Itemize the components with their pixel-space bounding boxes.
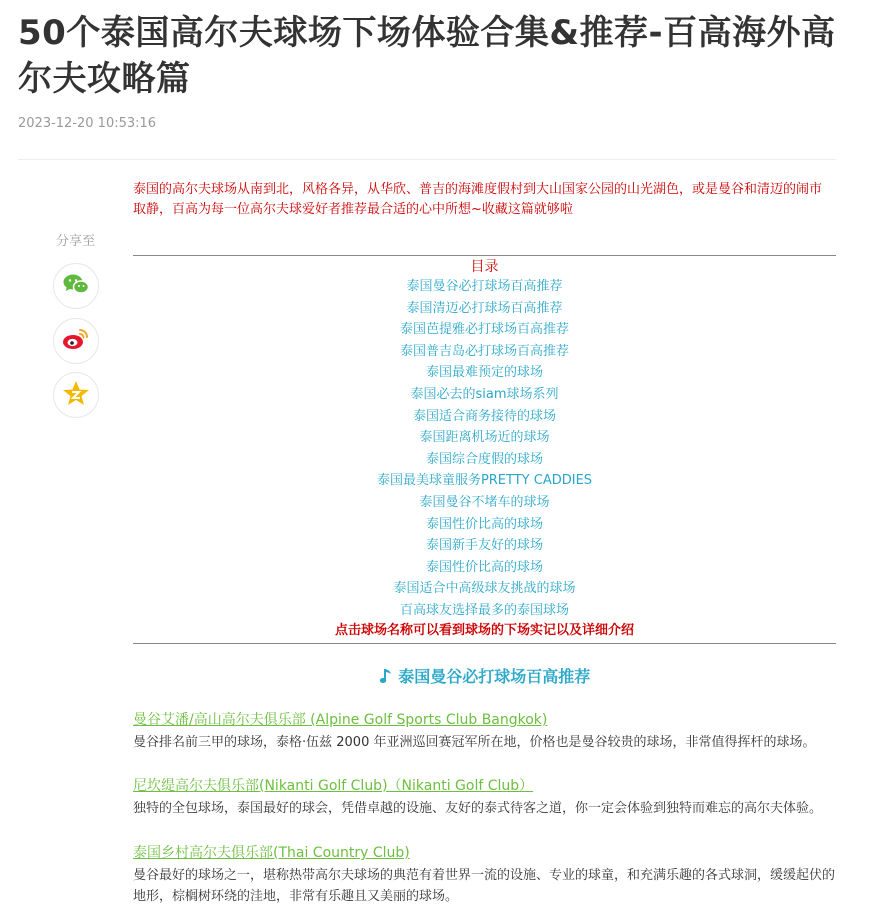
section-title <box>133 666 836 688</box>
toc-bottom-divider <box>133 643 836 644</box>
toc-link[interactable]: 泰国适合中高级球友挑战的球场 <box>393 581 576 597</box>
share-qzone-button[interactable] <box>53 372 99 418</box>
toc-heading: 目录 <box>470 259 499 275</box>
club-link[interactable]: 尼坎缇高尔夫俱乐部(Nikanti Golf Club)（Nikanti Golf Club） <box>133 778 534 794</box>
club-description: 独特的全包球场，泰国最好的球会，凭借卓越的设施、友好的泰式待客之道，你一定会体验到独特而难忘的高尔夫体验。 <box>133 801 823 816</box>
share-wechat-button[interactable] <box>53 263 99 309</box>
music-note-icon <box>379 667 399 686</box>
toc-note: 点击球场名称可以看到球场的下场实记以及详细介绍 <box>334 623 634 638</box>
article-title: 50个泰国高尔夫球场下场体验合集&推荐-百高海外高尔夫攻略篇 <box>18 13 836 99</box>
toc-link[interactable]: 泰国曼谷必打球场百高推荐 <box>406 279 563 294</box>
share-label: 分享至 <box>56 234 96 249</box>
toc-link[interactable]: 泰国芭提雅必打球场百高推荐 <box>399 322 569 338</box>
toc-link[interactable]: 泰国必去的siam球场系列 <box>410 386 559 402</box>
share-weibo-button[interactable] <box>53 318 99 364</box>
wechat-icon <box>62 272 90 300</box>
weibo-icon <box>62 327 90 355</box>
toc-item <box>133 319 836 341</box>
toc-item <box>133 600 836 622</box>
toc-link[interactable]: 泰国清迈必打球场百高推荐 <box>406 300 563 316</box>
club-description: 曼谷排名前三甲的球场，泰格·伍兹 2000 年亚洲巡回赛冠军所在地，价格也是曼谷较贵的球场，非常值得挥杆的球场。 <box>133 735 816 750</box>
toc-link[interactable]: 泰国最难预定的球场 <box>425 365 543 381</box>
toc-link[interactable]: 泰国性价比高的球场 <box>425 559 543 575</box>
qzone-icon <box>62 380 90 410</box>
toc-link[interactable]: 泰国普吉岛必打球场百高推荐 <box>399 343 569 359</box>
header-divider <box>18 159 836 160</box>
toc-item <box>133 276 836 298</box>
toc-item <box>133 341 836 363</box>
toc-item <box>133 492 836 514</box>
club-entry <box>133 842 836 907</box>
publish-date: 2023-12-20 10:53:16 <box>18 116 157 131</box>
intro-text: 泰国的高尔夫球场从南到北，风格各异，从华欣、普吉的海滩度假村到大山国家公园的山光湖色，或是曼谷和清迈的闹市取静，百高为每一位高尔夫球爱好者推荐最合适的心中所想~收藏这篇就够啦 <box>133 182 823 217</box>
toc-item <box>133 578 836 600</box>
toc-link[interactable]: 泰国综合度假的球场 <box>425 451 543 467</box>
club-entry <box>133 709 836 753</box>
club-link[interactable]: 泰国乡村高尔夫俱乐部(Thai Country Club) <box>133 845 410 861</box>
toc-link[interactable]: 百高球友选择最多的泰国球场 <box>399 602 569 618</box>
toc-link[interactable]: 泰国距离机场近的球场 <box>419 430 550 446</box>
toc-item <box>133 449 836 471</box>
toc-link[interactable]: 泰国新手友好的球场 <box>425 538 543 554</box>
toc-item <box>133 406 836 428</box>
section-title-text: 泰国曼谷必打球场百高推荐 <box>398 667 591 686</box>
toc-list <box>133 276 836 622</box>
toc-link[interactable]: 泰国曼谷不堵车的球场 <box>419 494 550 510</box>
toc-link[interactable]: 泰国最美球童服务PRETTY CADDIES <box>376 473 593 489</box>
club-description: 曼谷最好的球场之一，堪称热带高尔夫球场的典范有着世界一流的设施、专业的球童，和充满乐趣的各式球洞，缓缓起伏的地形，棕榈树环绕的洼地，非常有乐趣且又美丽的球场。 <box>133 868 836 904</box>
toc-item <box>133 535 836 557</box>
club-entry <box>133 775 836 819</box>
toc-item <box>133 470 836 492</box>
toc-item <box>133 427 836 449</box>
toc-item <box>133 514 836 536</box>
club-link[interactable]: 曼谷艾潘/高山高尔夫俱乐部 (Alpine Golf Sports Club Bangkok) <box>133 712 548 728</box>
toc-item <box>133 362 836 384</box>
toc-top-divider <box>133 255 836 256</box>
toc-link[interactable]: 泰国性价比高的球场 <box>425 516 543 532</box>
toc-item <box>133 557 836 579</box>
toc-link[interactable]: 泰国适合商务接待的球场 <box>412 408 556 424</box>
toc-item <box>133 298 836 320</box>
toc-item <box>133 384 836 406</box>
